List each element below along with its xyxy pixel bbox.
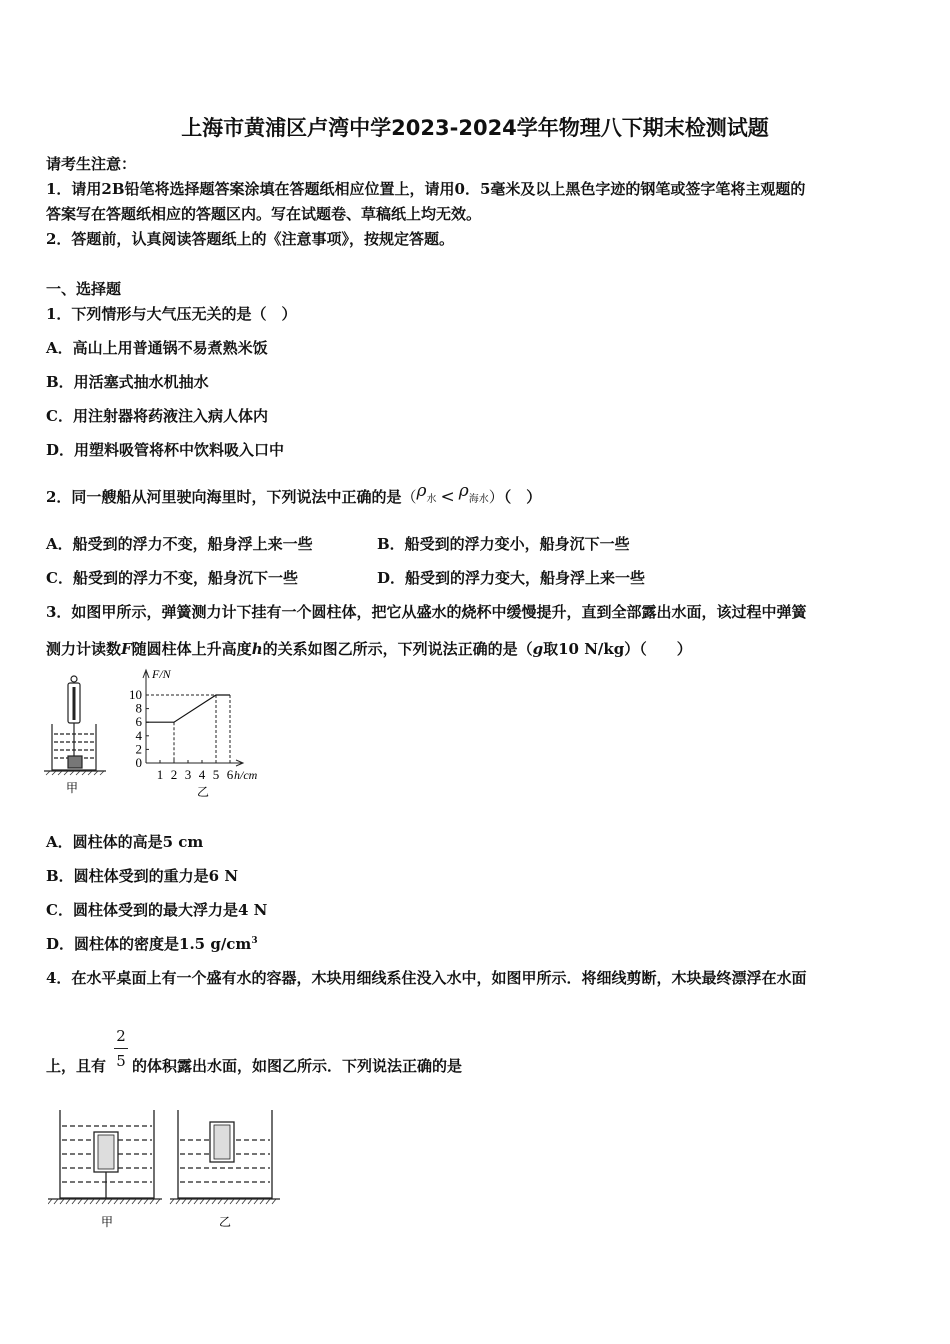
chart-x-tick-label: 2 <box>170 767 178 782</box>
chart-x-tick-label: 3 <box>184 767 192 782</box>
q3-figure-yi-chart <box>122 662 282 802</box>
q4-figures <box>48 1106 288 1231</box>
chart-x-tick-label: 5 <box>212 767 220 782</box>
q2-option-d: D．船受到的浮力变大，船身浮上来一些 <box>377 569 646 587</box>
chart-x-tick-label: 1 <box>156 767 164 782</box>
chart-x-tick-label: 6 <box>226 767 234 782</box>
chart-y-tick-label: 0 <box>135 755 142 770</box>
chart-y-label: F/N <box>152 667 171 681</box>
q3-fig-jia-label: 甲 <box>65 781 79 795</box>
notice-line-2: 2．答题前，认真阅读答题纸上的《注意事项》，按规定答题。 <box>46 230 454 248</box>
q2-option-a: A．船受到的浮力不变，船身浮上来一些 <box>46 535 313 553</box>
q1-option-b: B．用活塞式抽水机抽水 <box>46 373 209 391</box>
q1-option-a: A．高山上用普通锅不易煮熟米饭 <box>46 339 268 357</box>
notice-heading: 请考生注意： <box>46 155 137 173</box>
q2-stem: 2．同一艘船从河里驶向海里时，下列说法中正确的是（ρ水 < ρ海水）（ ） <box>46 481 542 507</box>
q4-fig-jia-label: 甲 <box>100 1215 114 1229</box>
q4-stem-line-1: 4．在水平桌面上有一个盛有水的容器，木块用细线系住没入水中，如图甲所示．将细线剪断，木块最终漂浮在水面 <box>46 969 807 987</box>
q1-option-c: C．用注射器将药液注入病人体内 <box>46 407 268 425</box>
chart-y-tick-label: 2 <box>135 741 142 757</box>
q2-option-b: B．船受到的浮力变小，船身沉下一些 <box>377 535 630 553</box>
q2-option-c: C．船受到的浮力不变，船身沉下一些 <box>46 569 298 587</box>
section-heading: 一、选择题 <box>46 280 122 298</box>
q4-fig-yi-label: 乙 <box>218 1215 232 1229</box>
q3-fig-yi-label: 乙 <box>196 785 210 799</box>
q4-stem-line-2a: 上，且有 <box>46 1057 107 1075</box>
chart-series-line <box>146 695 230 722</box>
chart-y-tick-label: 8 <box>135 700 142 716</box>
chart-x-tick-label: 4 <box>198 767 206 782</box>
q3-figure-jia <box>44 674 114 799</box>
notice-line-1: 1．请用2B铅笔将选择题答案涂填在答题纸相应位置上，请用0．5毫米及以上黑色字迹的钢笔或签字笔将主观题的 <box>46 180 806 198</box>
chart-y-tick-label: 4 <box>135 727 142 743</box>
chart-x-label: h/cm <box>234 768 258 782</box>
q2-stem-text: 2．同一艘船从河里驶向海里时，下列说法中正确的是 <box>46 488 402 506</box>
q3-option-c: C．圆柱体受到的最大浮力是4 N <box>46 901 268 919</box>
q1-option-d: D．用塑料吸管将杯中饮料吸入口中 <box>46 441 285 459</box>
q3-option-a: A．圆柱体的高是5 cm <box>46 833 204 851</box>
q1-stem: 1．下列情形与大气压无关的是（ ） <box>46 305 297 323</box>
chart-y-tick-label: 6 <box>135 714 142 730</box>
q4-stem-line-2b: 的体积露出水面，如图乙所示．下列说法正确的是 <box>132 1057 463 1075</box>
page-title: 上海市黄浦区卢湾中学2023-2024学年物理八下期末检测试题 <box>181 116 769 140</box>
q3-option-b: B．圆柱体受到的重力是6 N <box>46 867 239 885</box>
q3-stem-line-1: 3．如图甲所示，弹簧测力计下挂有一个圆柱体，把它从盛水的烧杯中缓慢提升，直到全部露出水面，该过程中弹簧 <box>46 603 807 621</box>
q4-fraction: 2 5 <box>114 1027 128 1070</box>
chart-y-tick-label: 10 <box>129 687 142 702</box>
notice-line-1b: 答案写在答题纸相应的答题区内。写在试题卷、草稿纸上均无效。 <box>46 205 482 223</box>
q3-stem-line-2: 测力计读数F随圆柱体上升高度h的关系如图乙所示，下列说法正确的是（g取10 N/kg）（ ） <box>46 640 692 658</box>
q2-formula: （ρ水 < ρ海水） <box>401 481 504 507</box>
q3-option-d: D．圆柱体的密度是1.5 $g/cm^3$ <box>46 935 258 953</box>
